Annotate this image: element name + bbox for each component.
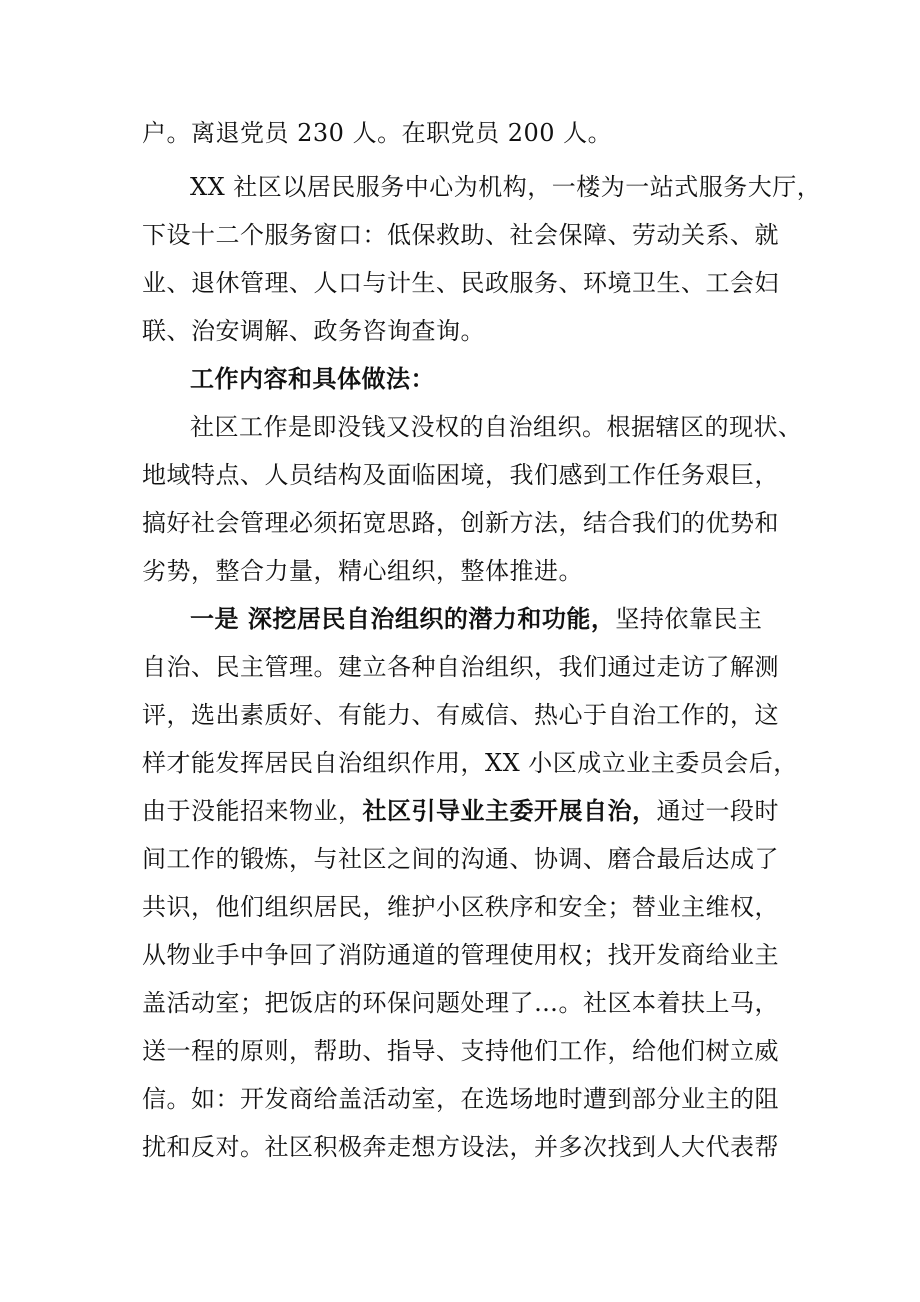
text-line: 联、治安调解、政务咨询查询。 — [142, 317, 485, 345]
text-line: 地域特点、人员结构及面临困境，我们感到工作任务艰巨， — [142, 461, 779, 489]
text-line: 搞好社会管理必须拓宽思路，创新方法，结合我们的优势和 — [142, 509, 779, 537]
text-line: 扰和反对。社区积极奔走想方设法，并多次找到人大代表帮 — [142, 1133, 779, 1161]
text-line: 社区工作是即没钱又没权的自治组织。根据辖区的现状、 — [190, 413, 803, 441]
text-line — [190, 604, 782, 634]
text-line: 从物业手中争回了消防通道的管理使用权；找开发商给业主 — [142, 941, 779, 969]
text-line: 评，选出素质好、有能力、有威信、热心于自治工作的，这 — [142, 701, 779, 729]
text-line: 间工作的锻炼，与社区之间的沟通、协调、磨合最后达成了 — [142, 845, 779, 873]
text-line: 样才能发挥居民自治组织作用，XX 小区成立业主委员会后， — [142, 749, 798, 777]
text-line: XX 社区以居民服务中心为机构，一楼为一站式服务大厅， — [190, 173, 822, 201]
text-line — [142, 796, 782, 826]
text-line: 劣势，整合力量，精心组织，整体推进。 — [142, 557, 583, 585]
text-span: 通过一段时 — [656, 797, 779, 825]
text-span: 由于没能招来物业， — [142, 797, 363, 825]
bold-phrase: 社区引导业主委开展自治， — [362, 796, 657, 825]
text-line: 自治、民主管理。建立各种自治组织，我们通过走访了解测 — [142, 653, 779, 681]
text-line: 盖活动室；把饭店的环保问题处理了…。社区本着扶上马， — [142, 989, 779, 1017]
text-line: 业、退休管理、人口与计生、民政服务、环境卫生、工会妇 — [142, 269, 779, 297]
text-line: 送一程的原则，帮助、指导、支持他们工作，给他们树立威 — [142, 1037, 779, 1065]
text-line: 户。离退党员 230 人。在职党员 200 人。 — [142, 119, 613, 147]
text-span: 坚持依靠民主 — [615, 605, 763, 633]
text-line: 信。如：开发商给盖活动室，在选场地时遭到部分业主的阻 — [142, 1085, 779, 1113]
text-line: 下设十二个服务窗口：低保救助、社会保障、劳动关系、就 — [142, 221, 779, 249]
bold-phrase: 一是 深挖居民自治组织的潜力和功能， — [190, 604, 616, 633]
text-line: 共识，他们组织居民，维护小区秩序和安全；替业主维权， — [142, 893, 779, 921]
section-heading: 工作内容和具体做法： — [190, 364, 435, 393]
